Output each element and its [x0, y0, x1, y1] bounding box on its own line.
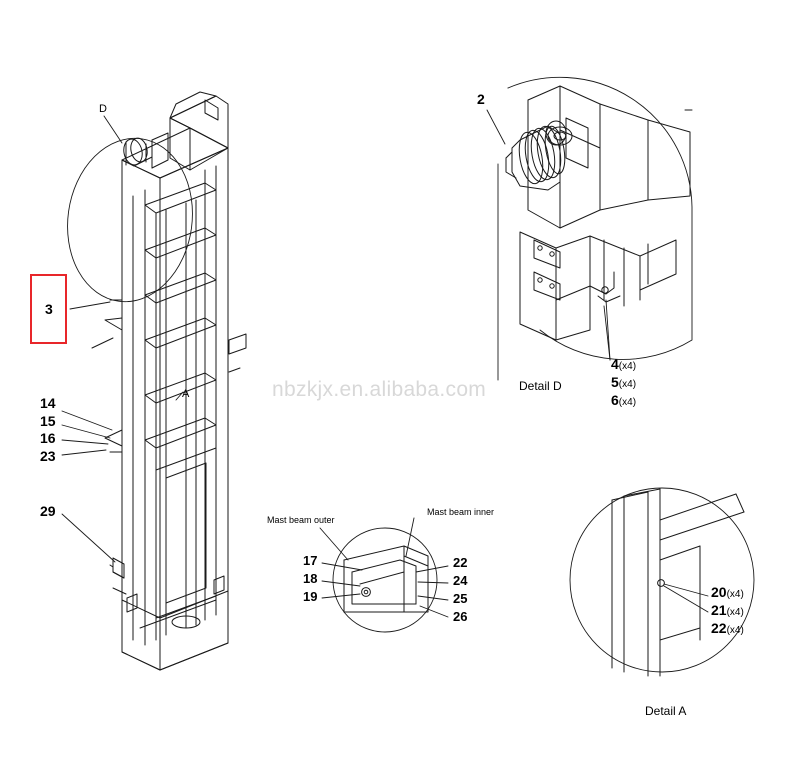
part-number-24: 24 — [453, 573, 468, 588]
note-mast-beam-inner: Mast beam inner — [427, 507, 495, 517]
part-number-23: 23 — [40, 448, 56, 464]
watermark: nbzkjx.en.alibaba.com — [272, 378, 487, 401]
detail-a-caption: Detail A — [645, 704, 687, 718]
part-number-6-group — [611, 393, 636, 409]
part-number-5-group — [611, 375, 636, 391]
part-number-6-qty: (x4) — [618, 397, 637, 408]
part-number-21-qty: (x4) — [726, 607, 744, 618]
part-number-22-group — [711, 621, 744, 637]
part-number-5: 5 — [611, 374, 619, 390]
part-number-20-group — [711, 585, 744, 601]
part-number-14: 14 — [40, 395, 56, 411]
part-number-4-group — [611, 357, 636, 373]
part-number-26: 26 — [453, 609, 468, 624]
part-number-21: 21 — [711, 602, 727, 618]
part-number-21-group — [711, 603, 744, 619]
detail-d-drawing — [487, 77, 692, 380]
part-number-19: 19 — [303, 589, 318, 604]
part-number-17: 17 — [303, 553, 318, 568]
part-number-3: 3 — [45, 301, 53, 317]
part-number-20-qty: (x4) — [726, 589, 744, 600]
part-number-29: 29 — [40, 503, 56, 519]
callout-letter-a: A — [182, 388, 190, 400]
mast-assembly-main — [92, 92, 246, 670]
part-number-22-a: 22 — [711, 620, 727, 636]
detail-a-drawing — [570, 488, 754, 676]
part-number-5-qty: (x4) — [618, 379, 637, 390]
part-number-15: 15 — [40, 413, 56, 429]
part-number-22-beam: 22 — [453, 555, 468, 570]
part-number-4-qty: (x4) — [618, 361, 637, 372]
mast-beam-detail-drawing — [320, 518, 448, 632]
part-number-22-a-qty: (x4) — [726, 625, 744, 636]
part-number-4: 4 — [611, 356, 619, 372]
part-number-2: 2 — [477, 91, 485, 107]
note-mast-beam-outer: Mast beam outer — [267, 515, 335, 525]
detail-d-caption: Detail D — [519, 379, 562, 393]
part-number-16: 16 — [40, 430, 56, 446]
part-number-6: 6 — [611, 392, 619, 408]
part-number-25: 25 — [453, 591, 468, 606]
callout-letter-d: D — [99, 103, 107, 115]
part-number-20: 20 — [711, 584, 727, 600]
part-number-18: 18 — [303, 571, 318, 586]
